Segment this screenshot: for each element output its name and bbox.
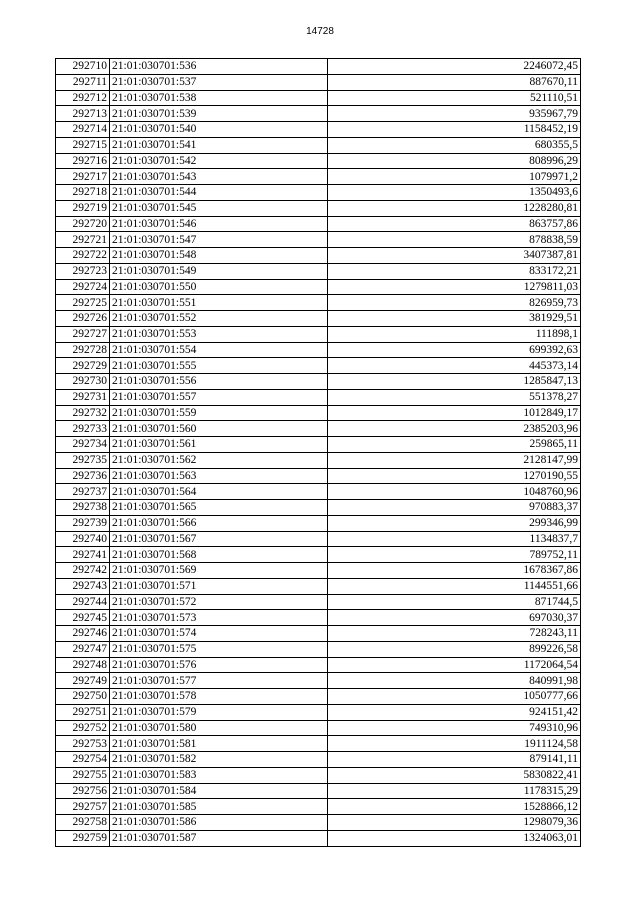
cadastral-value: 1678367,86: [328, 563, 581, 579]
cadastral-number: 21:01:030701:569: [110, 563, 328, 579]
row-number: 292750: [56, 689, 110, 705]
cadastral-number: 21:01:030701:582: [110, 752, 328, 768]
cadastral-value: 2128147,99: [328, 452, 581, 468]
cadastral-value: 299346,99: [328, 515, 581, 531]
cadastral-value: 521110,51: [328, 90, 581, 106]
row-number: 292756: [56, 783, 110, 799]
cadastral-number: 21:01:030701:559: [110, 405, 328, 421]
cadastral-number: 21:01:030701:548: [110, 248, 328, 264]
cadastral-number: 21:01:030701:584: [110, 783, 328, 799]
row-number: 292734: [56, 437, 110, 453]
cadastral-number: 21:01:030701:579: [110, 704, 328, 720]
cadastral-value: 879141,11: [328, 752, 581, 768]
table-row: [56, 641, 581, 657]
cadastral-value: 1270190,55: [328, 468, 581, 484]
cadastral-number: 21:01:030701:576: [110, 657, 328, 673]
row-number: 292752: [56, 720, 110, 736]
cadastral-value: 808996,29: [328, 153, 581, 169]
cadastral-value: 1048760,96: [328, 484, 581, 500]
row-number: 292711: [56, 74, 110, 90]
cadastral-number: 21:01:030701:564: [110, 484, 328, 500]
table-body: [56, 59, 581, 847]
row-number: 292717: [56, 169, 110, 185]
cadastral-value: 1158452,19: [328, 122, 581, 138]
cadastral-number: 21:01:030701:562: [110, 452, 328, 468]
cadastral-number: 21:01:030701:574: [110, 626, 328, 642]
table-row: [56, 783, 581, 799]
cadastral-value: 1012849,17: [328, 405, 581, 421]
cadastral-value: 2246072,45: [328, 59, 581, 75]
row-number: 292746: [56, 626, 110, 642]
cadastral-value: 697030,37: [328, 610, 581, 626]
table-row: [56, 342, 581, 358]
cadastral-value: 1172064,54: [328, 657, 581, 673]
cadastral-number: 21:01:030701:551: [110, 295, 328, 311]
cadastral-number: 21:01:030701:563: [110, 468, 328, 484]
table-row: [56, 279, 581, 295]
table-row: [56, 405, 581, 421]
row-number: 292729: [56, 358, 110, 374]
cadastral-number: 21:01:030701:566: [110, 515, 328, 531]
table-row: [56, 90, 581, 106]
table-row: [56, 358, 581, 374]
table-row: [56, 500, 581, 516]
row-number: 292719: [56, 200, 110, 216]
table-row: [56, 137, 581, 153]
cadastral-value: 699392,63: [328, 342, 581, 358]
cadastral-number: 21:01:030701:555: [110, 358, 328, 374]
table-row: [56, 673, 581, 689]
cadastral-number: 21:01:030701:550: [110, 279, 328, 295]
cadastral-number: 21:01:030701:561: [110, 437, 328, 453]
table-row: [56, 689, 581, 705]
row-number: 292735: [56, 452, 110, 468]
cadastral-number: 21:01:030701:552: [110, 311, 328, 327]
cadastral-number: 21:01:030701:568: [110, 547, 328, 563]
cadastral-number: 21:01:030701:586: [110, 815, 328, 831]
cadastral-value: 2385203,96: [328, 421, 581, 437]
row-number: 292758: [56, 815, 110, 831]
table-row: [56, 452, 581, 468]
cadastral-value: 1079971,2: [328, 169, 581, 185]
row-number: 292714: [56, 122, 110, 138]
cadastral-number: 21:01:030701:587: [110, 830, 328, 846]
cadastral-number: 21:01:030701:543: [110, 169, 328, 185]
table-row: [56, 248, 581, 264]
cadastral-value: 935967,79: [328, 106, 581, 122]
table-row: [56, 752, 581, 768]
row-number: 292725: [56, 295, 110, 311]
row-number: 292730: [56, 374, 110, 390]
cadastral-value: 1324063,01: [328, 830, 581, 846]
table-row: [56, 720, 581, 736]
cadastral-value: 259865,11: [328, 437, 581, 453]
table-row: [56, 515, 581, 531]
table-row: [56, 185, 581, 201]
cadastral-number: 21:01:030701:549: [110, 263, 328, 279]
table-row: [56, 437, 581, 453]
row-number: 292716: [56, 153, 110, 169]
cadastral-value: 749310,96: [328, 720, 581, 736]
cadastral-number: 21:01:030701:538: [110, 90, 328, 106]
table-row: [56, 484, 581, 500]
cadastral-number: 21:01:030701:554: [110, 342, 328, 358]
row-number: 292748: [56, 657, 110, 673]
cadastral-number: 21:01:030701:553: [110, 326, 328, 342]
row-number: 292754: [56, 752, 110, 768]
row-number: 292749: [56, 673, 110, 689]
row-number: 292741: [56, 547, 110, 563]
row-number: 292733: [56, 421, 110, 437]
cadastral-value: 899226,58: [328, 641, 581, 657]
cadastral-number: 21:01:030701:565: [110, 500, 328, 516]
cadastral-number: 21:01:030701:557: [110, 389, 328, 405]
cadastral-number: 21:01:030701:567: [110, 531, 328, 547]
cadastral-number: 21:01:030701:536: [110, 59, 328, 75]
table-row: [56, 389, 581, 405]
cadastral-value: 924151,42: [328, 704, 581, 720]
table-row: [56, 563, 581, 579]
cadastral-number: 21:01:030701:573: [110, 610, 328, 626]
row-number: 292731: [56, 389, 110, 405]
cadastral-number: 21:01:030701:585: [110, 799, 328, 815]
cadastral-value: 1350493,6: [328, 185, 581, 201]
row-number: 292738: [56, 500, 110, 516]
table-row: [56, 767, 581, 783]
table-row: [56, 421, 581, 437]
table-row: [56, 704, 581, 720]
row-number: 292715: [56, 137, 110, 153]
row-number: 292745: [56, 610, 110, 626]
cadastral-value: 863757,86: [328, 216, 581, 232]
row-number: 292726: [56, 311, 110, 327]
cadastral-number: 21:01:030701:556: [110, 374, 328, 390]
row-number: 292724: [56, 279, 110, 295]
cadastral-value: 878838,59: [328, 232, 581, 248]
table-row: [56, 531, 581, 547]
row-number: 292743: [56, 578, 110, 594]
cadastral-value: 833172,21: [328, 263, 581, 279]
table-row: [56, 326, 581, 342]
row-number: 292737: [56, 484, 110, 500]
row-number: 292722: [56, 248, 110, 264]
page-number: 14728: [306, 26, 334, 37]
cadastral-number: 21:01:030701:537: [110, 74, 328, 90]
row-number: 292757: [56, 799, 110, 815]
cadastral-number: 21:01:030701:571: [110, 578, 328, 594]
row-number: 292720: [56, 216, 110, 232]
cadastral-number: 21:01:030701:542: [110, 153, 328, 169]
cadastral-value: 111898,1: [328, 326, 581, 342]
cadastral-value: 1285847,13: [328, 374, 581, 390]
cadastral-value: 1134837,7: [328, 531, 581, 547]
table-row: [56, 263, 581, 279]
cadastral-value: 680355,5: [328, 137, 581, 153]
row-number: 292728: [56, 342, 110, 358]
table-row: [56, 815, 581, 831]
table-row: [56, 830, 581, 846]
row-number: 292751: [56, 704, 110, 720]
row-number: 292727: [56, 326, 110, 342]
cadastral-value: 826959,73: [328, 295, 581, 311]
cadastral-number: 21:01:030701:578: [110, 689, 328, 705]
row-number: 292710: [56, 59, 110, 75]
table-row: [56, 657, 581, 673]
table-row: [56, 799, 581, 815]
table-row: [56, 122, 581, 138]
cadastral-number: 21:01:030701:547: [110, 232, 328, 248]
cadastral-number: 21:01:030701:572: [110, 594, 328, 610]
row-number: 292742: [56, 563, 110, 579]
cadastral-value: 551378,27: [328, 389, 581, 405]
row-number: 292747: [56, 641, 110, 657]
table-row: [56, 626, 581, 642]
table-row: [56, 106, 581, 122]
table-row: [56, 736, 581, 752]
cadastral-value: 3407387,81: [328, 248, 581, 264]
table-row: [56, 374, 581, 390]
table-row: [56, 153, 581, 169]
table-row: [56, 295, 581, 311]
cadastral-number: 21:01:030701:580: [110, 720, 328, 736]
cadastral-value: 1144551,66: [328, 578, 581, 594]
cadastral-value: 1050777,66: [328, 689, 581, 705]
cadastral-value: 789752,11: [328, 547, 581, 563]
cadastral-number: 21:01:030701:544: [110, 185, 328, 201]
table-row: [56, 594, 581, 610]
row-number: 292721: [56, 232, 110, 248]
row-number: 292753: [56, 736, 110, 752]
table-row: [56, 547, 581, 563]
row-number: 292712: [56, 90, 110, 106]
cadastral-value: 970883,37: [328, 500, 581, 516]
cadastral-number: 21:01:030701:545: [110, 200, 328, 216]
cadastral-value-table: [55, 58, 581, 847]
table-row: [56, 169, 581, 185]
table-row: [56, 610, 581, 626]
cadastral-value: 381929,51: [328, 311, 581, 327]
cadastral-number: 21:01:030701:575: [110, 641, 328, 657]
table-row: [56, 200, 581, 216]
cadastral-number: 21:01:030701:577: [110, 673, 328, 689]
table-row: [56, 311, 581, 327]
row-number: 292736: [56, 468, 110, 484]
cadastral-value: 1298079,36: [328, 815, 581, 831]
cadastral-number: 21:01:030701:560: [110, 421, 328, 437]
cadastral-value: 1178315,29: [328, 783, 581, 799]
cadastral-number: 21:01:030701:539: [110, 106, 328, 122]
row-number: 292755: [56, 767, 110, 783]
cadastral-value: 1279811,03: [328, 279, 581, 295]
cadastral-value: 871744,5: [328, 594, 581, 610]
cadastral-value: 1228280,81: [328, 200, 581, 216]
cadastral-value: 1911124,58: [328, 736, 581, 752]
cadastral-number: 21:01:030701:583: [110, 767, 328, 783]
row-number: 292732: [56, 405, 110, 421]
row-number: 292744: [56, 594, 110, 610]
cadastral-value: 5830822,41: [328, 767, 581, 783]
table-row: [56, 468, 581, 484]
table-row: [56, 74, 581, 90]
cadastral-value: 887670,11: [328, 74, 581, 90]
cadastral-number: 21:01:030701:541: [110, 137, 328, 153]
table-row: [56, 59, 581, 75]
table-row: [56, 216, 581, 232]
cadastral-number: 21:01:030701:540: [110, 122, 328, 138]
cadastral-number: 21:01:030701:581: [110, 736, 328, 752]
row-number: 292739: [56, 515, 110, 531]
cadastral-value: 728243,11: [328, 626, 581, 642]
cadastral-value: 840991,98: [328, 673, 581, 689]
row-number: 292723: [56, 263, 110, 279]
cadastral-value: 445373,14: [328, 358, 581, 374]
row-number: 292713: [56, 106, 110, 122]
row-number: 292759: [56, 830, 110, 846]
row-number: 292740: [56, 531, 110, 547]
table-row: [56, 578, 581, 594]
table-row: [56, 232, 581, 248]
row-number: 292718: [56, 185, 110, 201]
cadastral-number: 21:01:030701:546: [110, 216, 328, 232]
cadastral-value: 1528866,12: [328, 799, 581, 815]
